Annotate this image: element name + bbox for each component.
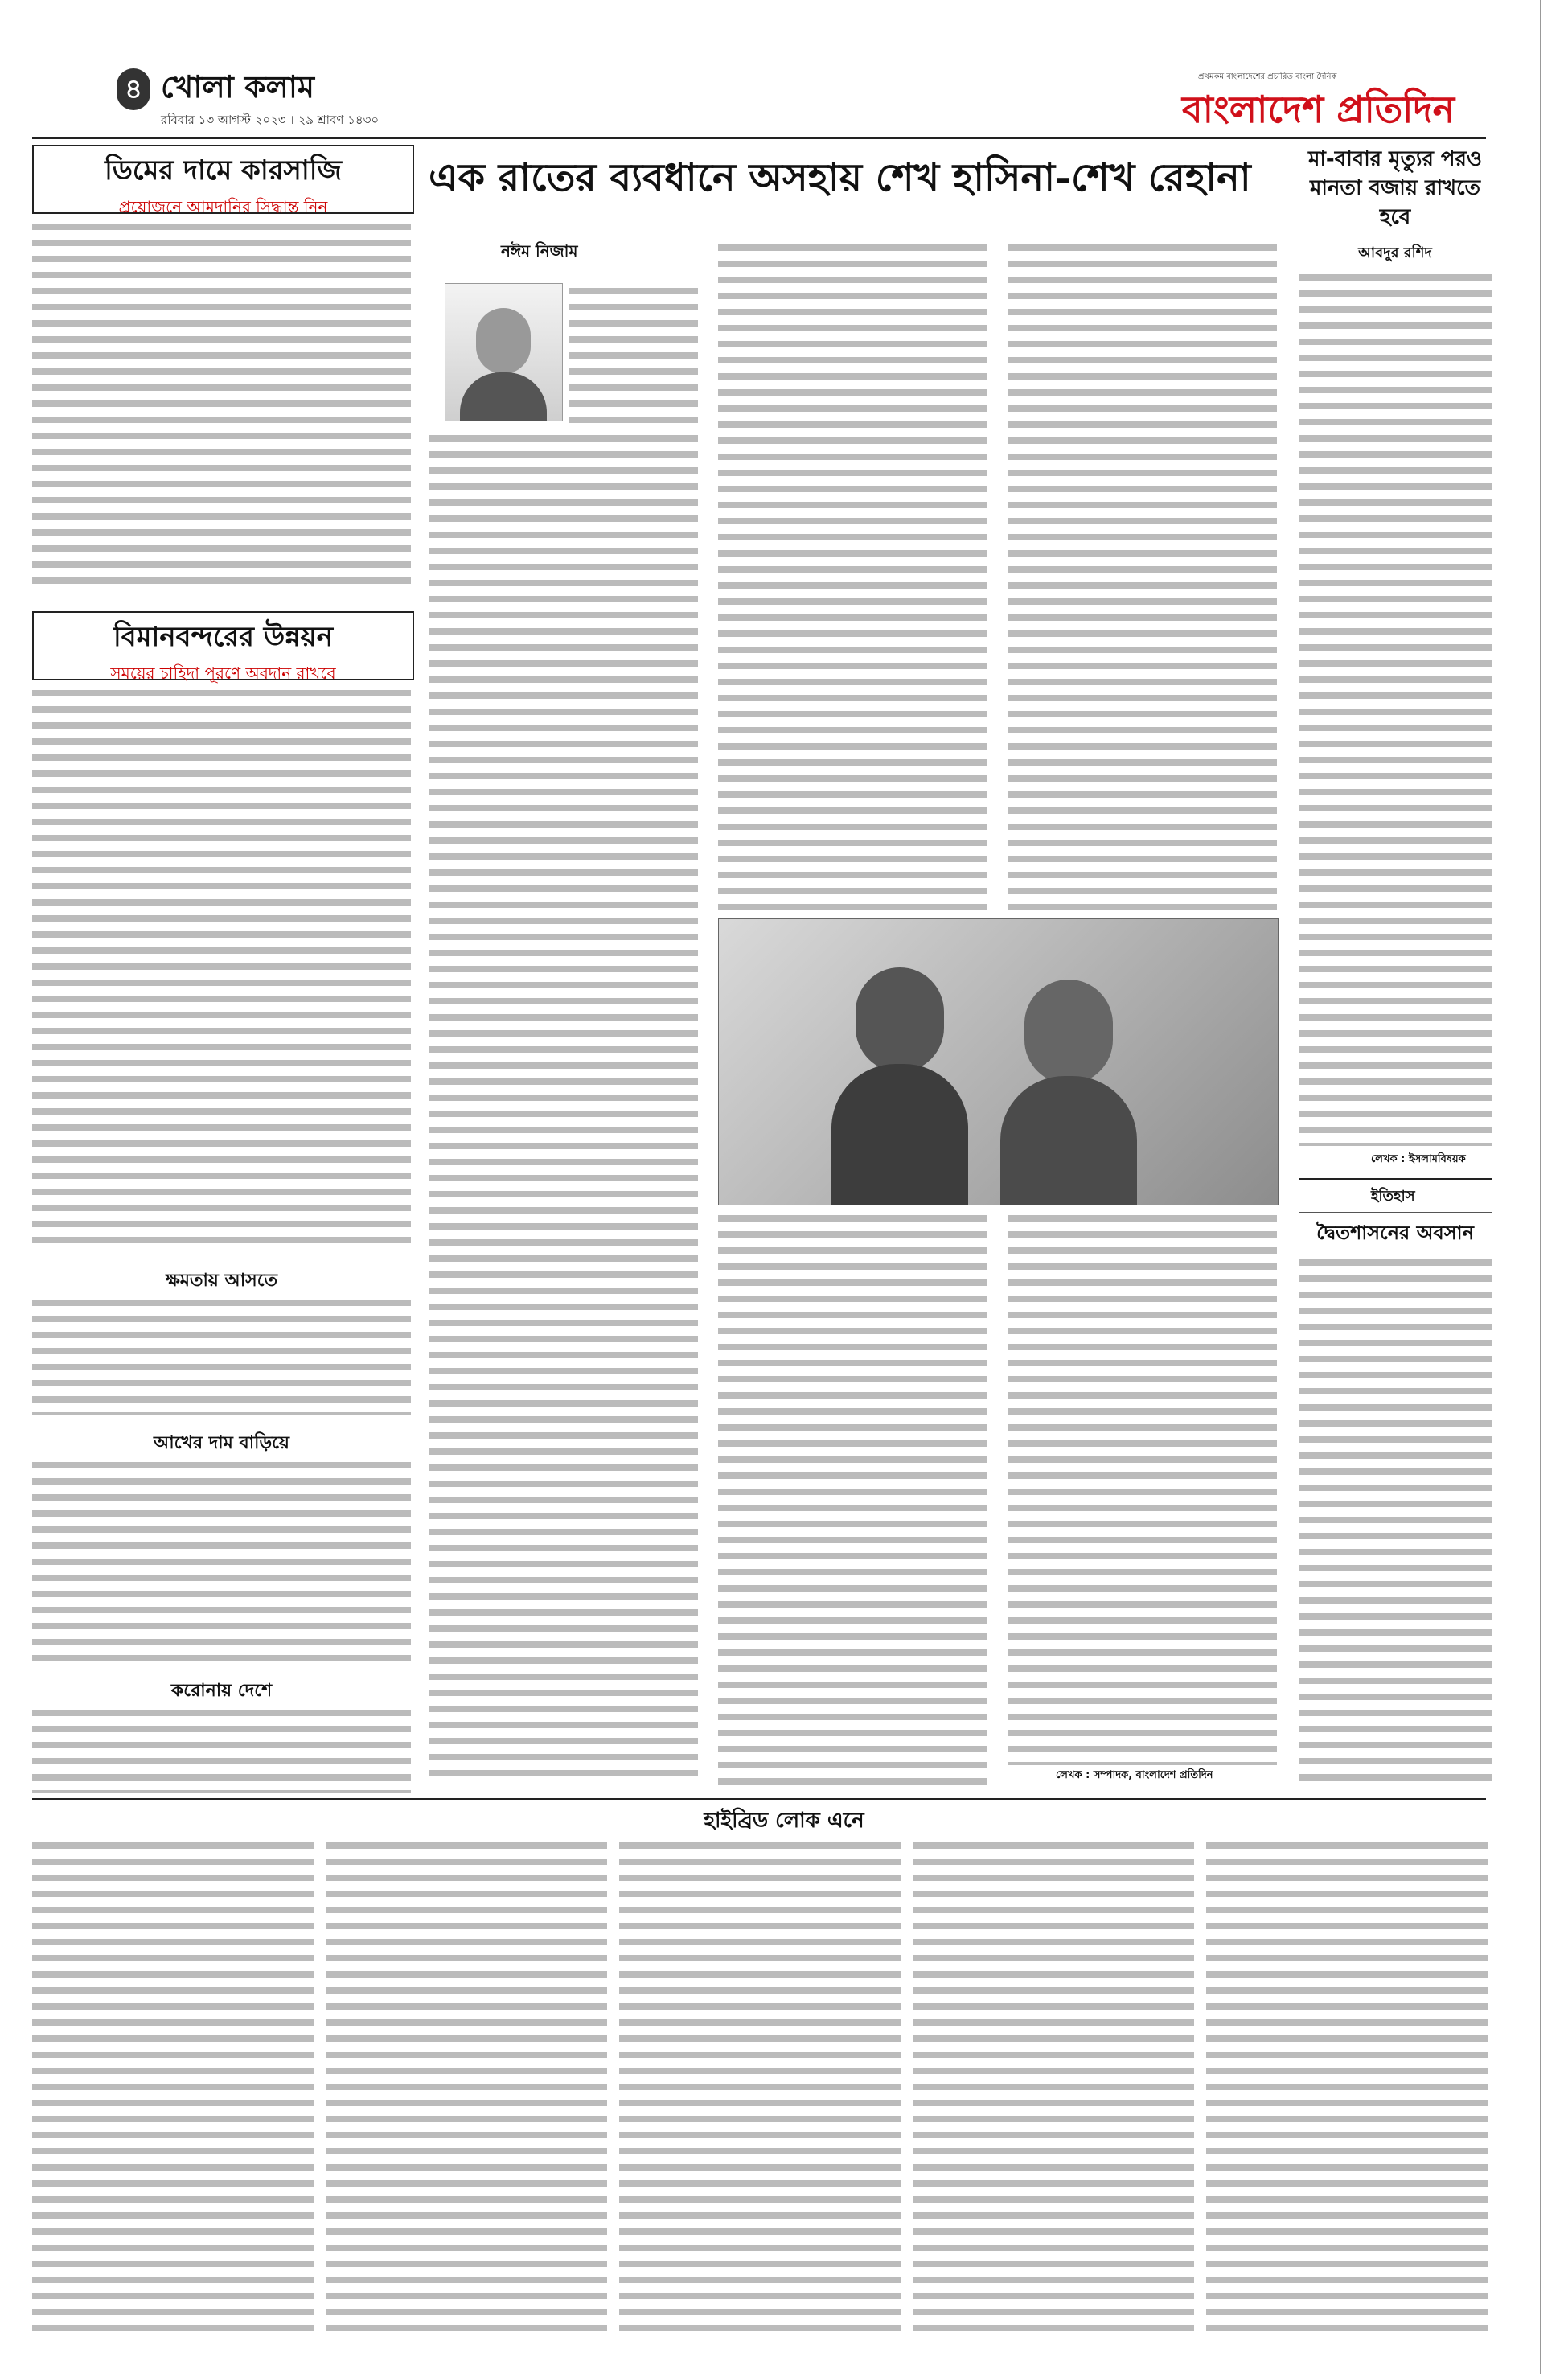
main-article [429, 145, 1285, 1785]
author-photo [445, 283, 563, 421]
author-name: নঈম নিজাম [501, 241, 578, 261]
page-right-edge [1540, 0, 1541, 2374]
article1-heading-box [32, 145, 414, 214]
article2-title: বিমানবন্দরের উন্নয়ন [113, 621, 333, 653]
subhead-corona-body [32, 1705, 411, 1793]
main-headline: এক রাতের ব্যবধানে অসহায় শেখ হাসিনা-শেখ রেহানা [429, 155, 1251, 200]
main-col3 [1008, 240, 1277, 915]
newspaper-logo [1182, 74, 1455, 146]
article1-title: ডিমের দামে কারসাজি [105, 154, 342, 187]
section-title: খোলা কলাম [161, 68, 314, 105]
bottom-col2 [326, 1838, 607, 2336]
sisters-photo [718, 918, 1279, 1205]
date-line: রবিবার ১৩ আগস্ট ২০২৩ । ২৯ শ্রাবণ ১৪৩০ [161, 113, 380, 127]
article2-heading-box [32, 611, 414, 683]
main-col3-bottom [1008, 1210, 1277, 1765]
right-article2-body [1299, 1255, 1492, 1781]
history-label: ইতিহাস [1371, 1188, 1415, 1205]
newspaper-name: বাংলাদেশ প্রতিদিন [1182, 88, 1455, 131]
main-col1 [429, 430, 698, 1785]
bottom-rule [32, 1798, 1486, 1800]
article2-subtitle: সময়ের চাহিদা পূরণে অবদান রাখবে [110, 663, 336, 683]
right-article1-credit: লেখক : ইসলামবিষয়ক [1371, 1153, 1466, 1165]
right-column [1299, 145, 1492, 1785]
main-col2-top [718, 240, 987, 915]
bottom-col5 [1206, 1838, 1488, 2336]
right-article2-title: দ্বৈতশাসনের অবসান [1316, 1221, 1474, 1244]
page-number-badge [117, 68, 150, 110]
article1-subtitle: প্রয়োজনে আমদানির সিদ্ধান্ত নিন [118, 197, 328, 216]
bottom-col1 [32, 1838, 314, 2336]
article2-body [32, 685, 411, 1252]
page-number: ৪ [124, 73, 143, 105]
subhead-power-body [32, 1295, 411, 1415]
main-author-credit: লেখক : সম্পাদক, বাংলাদেশ প্রতিদিন [1056, 1769, 1213, 1781]
bottom-col4 [913, 1838, 1194, 2336]
right-article1-body [1299, 269, 1492, 1146]
right-article1-title: মা-বাবার মৃত্যুর পরও মানতা বজায় রাখতে হবে [1307, 147, 1483, 229]
bottom-headline: হাইব্রিড লোক এনে [704, 1809, 864, 1833]
subhead-mango: আখের দাম বাড়িয়ে [154, 1432, 289, 1453]
left-column [32, 145, 414, 1793]
subhead-power: ক্ষমতায় আসতে [165, 1270, 278, 1291]
main-col1-top [569, 283, 698, 424]
right-article1-author: আবদুর রশিদ [1358, 244, 1432, 261]
article1-body [32, 219, 411, 593]
bottom-col3 [619, 1838, 901, 2336]
main-col2 [718, 1210, 987, 1785]
subhead-corona: করোনায় দেশে [170, 1680, 273, 1701]
masthead-rule [32, 137, 1486, 139]
history-tag [1299, 1178, 1492, 1213]
newspaper-tagline: প্রথমকম বাংলাদেশের প্রচারিত বাংলা দৈনিক [1198, 72, 1337, 81]
subhead-mango-body [32, 1457, 411, 1662]
